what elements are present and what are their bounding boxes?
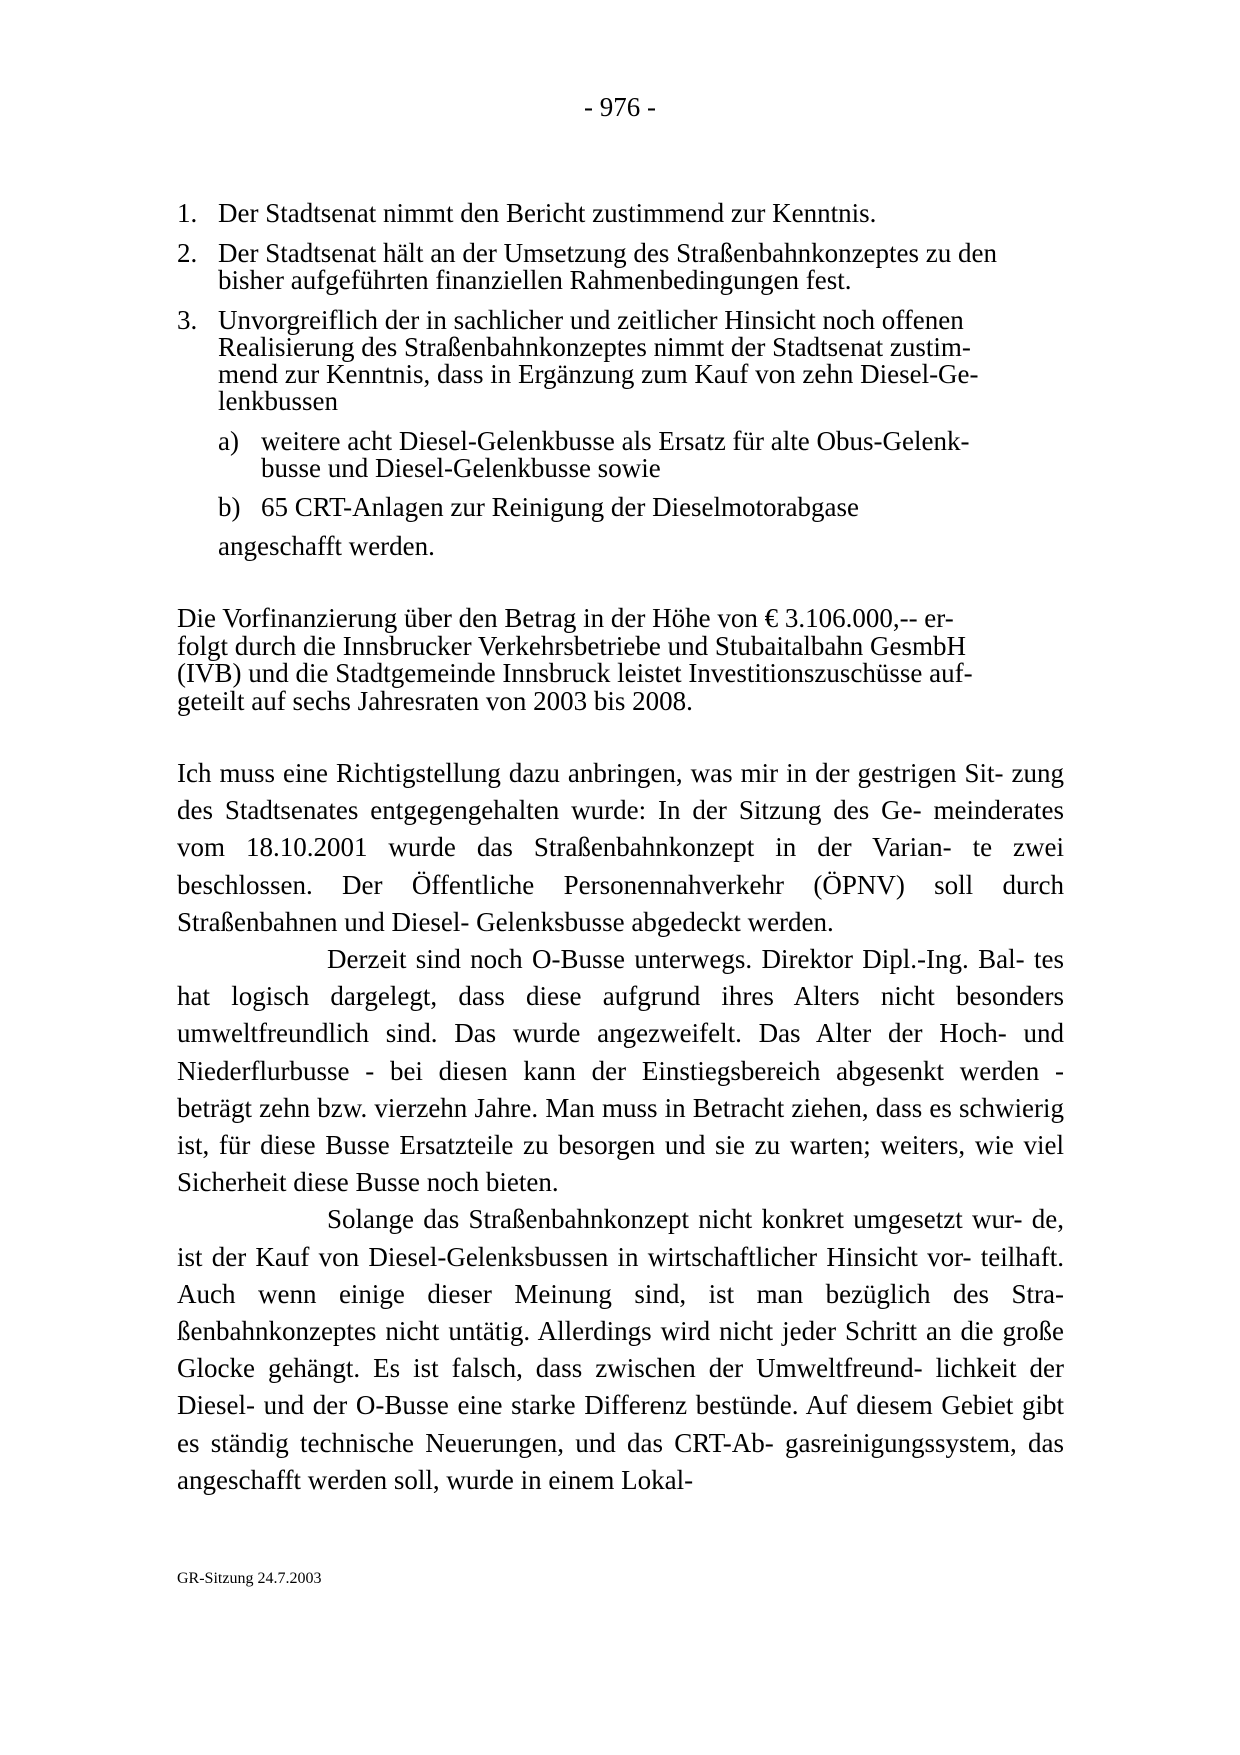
decision-list	[177, 200, 1064, 560]
text-line: mend zur Kenntnis, dass in Ergänzung zum Kauf von zehn Diesel-Ge-	[218, 359, 979, 389]
text-line: te zwei beschlossen. Der Öffentliche Personennahverkehr (ÖPNV) soll	[177, 832, 1065, 900]
sub-item-text	[261, 494, 1064, 521]
item-text	[218, 240, 1064, 294]
list-item	[177, 307, 1064, 415]
paragraph	[177, 941, 1064, 1201]
text-line: Die Vorfinanzierung über den Betrag in der Höhe von € 3.106.000,-- er-	[177, 603, 954, 633]
text-line: beträgt zehn bzw. vierzehn Jahre. Man muss in Betracht ziehen, dass es	[177, 1092, 960, 1123]
text-line: Unvorgreiflich der in sachlicher und zeitlicher Hinsicht noch offenen	[218, 305, 964, 335]
text-line: durch Straßenbahnen und Diesel- Gelenksbusse abgedeckt werden.	[177, 869, 1064, 937]
text-line: folgt durch die Innsbrucker Verkehrsbetriebe und Stubaitalbahn GesmbH	[177, 630, 967, 661]
text-line: große Glocke gehängt. Es ist falsch, dass zwischen der Umweltfreund-	[177, 1316, 1064, 1384]
sub-list	[218, 428, 1064, 521]
text-line: zung des Stadtsenates entgegengehalten wurde: In der Sitzung des Ge-	[177, 758, 1064, 826]
page-number: - 976 -	[584, 92, 656, 122]
text-line: Realisierung des Straßenbahnkonzeptes nimmt der Stadtsenat zustim-	[218, 332, 971, 362]
text-line: teilhaft. Auch wenn einige dieser Meinung sind, ist man bezüglich des Stra-	[177, 1241, 1064, 1309]
item-number: 1.	[177, 198, 198, 228]
text-line: umweltfreundlich sind. Das wurde angezweifelt. Das Alter der Hoch- und	[177, 1018, 1064, 1049]
text-line: Ich muss eine Richtigstellung dazu anbringen, was mir in der gestrigen Sit-	[177, 758, 1012, 788]
sub-item-letter: b)	[218, 492, 241, 522]
text-line: weitere acht Diesel-Gelenkbusse als Ersatz für alte Obus-Gelenk-	[261, 426, 970, 456]
sub-list-item	[218, 428, 1064, 482]
text-line: Der Stadtsenat hält an der Umsetzung des Straßenbahnkonzeptes zu den	[218, 238, 998, 268]
text-line: gasreinigungssystem, das angeschafft werden soll, wurde in einem Lokal-	[177, 1427, 1064, 1495]
text-line: lenkbussen	[218, 386, 338, 416]
text-line: Derzeit sind noch O-Busse unterwegs. Direktor Dipl.-Ing. Bal-	[327, 944, 1034, 975]
text-line: weiters, wie viel Sicherheit diese Busse noch bieten.	[177, 1130, 1064, 1198]
text-line: bisher aufgeführten finanziellen Rahmenbedingungen fest.	[218, 265, 852, 295]
text-line: meinderates vom 18.10.2001 wurde das Straßenbahnkonzept in der Varian-	[177, 795, 1064, 863]
text-line: schwierig ist, für diese Busse Ersatzteile zu besorgen und sie zu warten;	[177, 1092, 1064, 1161]
paragraph	[177, 1201, 1064, 1499]
list-item	[177, 200, 1064, 227]
text-line: tes hat logisch dargelegt, dass diese aufgrund ihres Alters nicht besonders	[177, 944, 1064, 1012]
sub-item-text	[261, 428, 1064, 482]
text-line: diesem Gebiet gibt es ständig technische Neuerungen, und das CRT-Ab-	[177, 1390, 1065, 1458]
list-item	[177, 240, 1064, 294]
footer-session-date: GR-Sitzung 24.7.2003	[177, 1570, 322, 1587]
closing-line: angeschafft werden.	[218, 531, 435, 561]
text-line: 65 CRT-Anlagen zur Reinigung der Dieselmotorabgase	[261, 492, 859, 522]
item-text	[218, 307, 1064, 415]
item-text	[218, 200, 1064, 227]
text-line: busse und Diesel-Gelenkbusse sowie	[261, 453, 661, 483]
text-line: de, ist der Kauf von Diesel-Gelenksbussen in wirtschaftlicher Hinsicht vor-	[177, 1204, 1064, 1272]
text-line: (IVB) und die Stadtgemeinde Innsbruck leistet Investitionszuschüsse auf-	[177, 658, 973, 688]
text-line: Solange das Straßenbahnkonzept nicht konkret umgesetzt wur-	[327, 1204, 1032, 1235]
item-number: 2.	[177, 238, 198, 268]
sub-item-letter: a)	[218, 426, 239, 456]
text-line: Niederflurbusse - bei diesen kann der Einstiegsbereich abgesenkt werden -	[177, 1055, 1064, 1086]
paragraph	[177, 755, 1064, 941]
text-line: geteilt auf sechs Jahresraten von 2003 bis 2008.	[177, 685, 693, 716]
text-line: lichkeit der Diesel- und der O-Busse eine starke Differenz bestünde. Auf	[177, 1353, 1065, 1421]
sub-list-item	[218, 494, 1064, 521]
item-number: 3.	[177, 305, 198, 335]
financing-paragraph	[177, 605, 1064, 715]
speech-body	[177, 755, 1064, 1499]
text-line: ßenbahnkonzeptes nicht untätig. Allerdings wird nicht jeder Schritt an die	[177, 1316, 1003, 1347]
text-line: Der Stadtsenat nimmt den Bericht zustimmend zur Kenntnis.	[218, 198, 877, 228]
